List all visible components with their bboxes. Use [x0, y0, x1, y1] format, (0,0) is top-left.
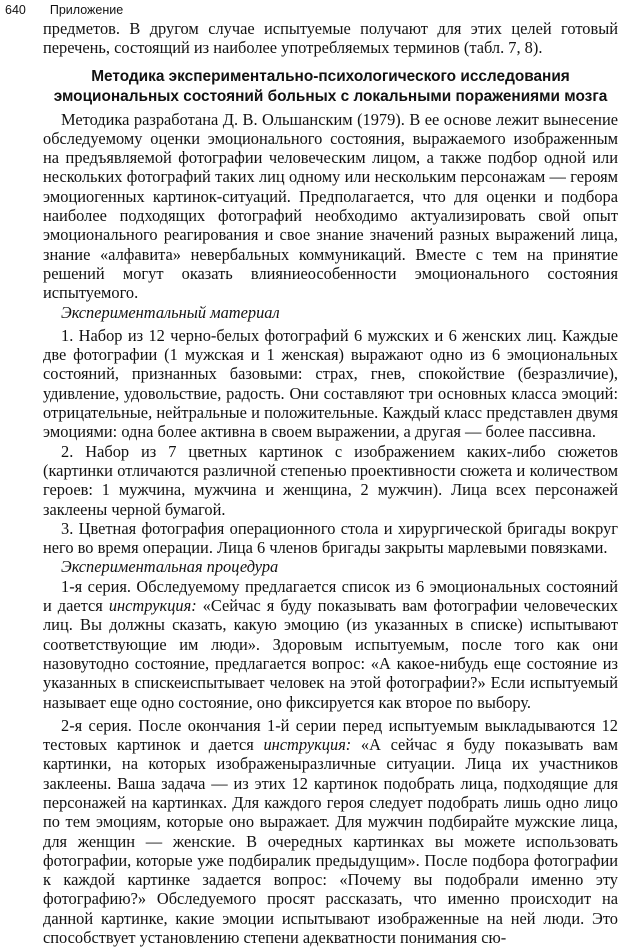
section-title-line1: Методика экспериментально-психологического исследования	[91, 67, 570, 85]
section-title	[43, 67, 618, 107]
series-2-paragraph	[43, 716, 618, 947]
series-1-instruction-label: инструкция:	[108, 596, 197, 616]
material-heading: Экспериментальный материал	[61, 302, 280, 322]
material-item-2: 2. Набор из 7 цветных картинок с изображением каких-либо сюжетов (картинки отличаются различной степенью проективности сюжета и количеством героев: 1 мужчина, мужчина и женщина, 2 мужчин). Лица всех персонажей заклеены черной бумагой.	[43, 441, 618, 519]
method-paragraph: Методика разработана Д. В. Ольшанским (1979). В ее основе лежит вынесение обследуемому оценки эмоционального состояния, выражаемого изображенным на предъявляемой фотографии человеческим лицом, а также подбор одной или нескольких фотографий таких лиц одному или нескольким персонажам — героям эмоциогенных картинок-ситуаций. Предполагается, что для оценки и подбора наиболее подходящих фотографий необходимо актуализировать свой опыт эмоционального реагирования и свое знание значений разных выражений лица, знание «алфавита» невербальных коммуникаций. Вместе с тем на принятие решений могут оказать влияниеособенности эмоционального состояния испытуемого.	[43, 109, 618, 303]
series-2-text-end: «А сейчас я буду показывать вам картинки, на которых изображеныразличные ситуации. Лица их участников заклеены. Ваша задача — из этих 12 картинок подобрать лица, подходящие для персонажей на картинках. Для каждого героя следует подобрать лишь одно лицо по тем эмоциям, которые оно выражает. Для мужчин подбирайте мужские лица, для женщин — женские. В очередных картинках вы можете использовать фотографии, которые уже подбиралик предыдущим». После подбора фотографии к каждой картинке задается вопрос: «Почему вы подобрали именно эту фотографию?» Обследуемого просят рассказать, что именно происходит на данной картинке, какие эмоции испытывают изображенные на ней люди. Это способствует установлению степени адекватности понимания сю-	[43, 735, 618, 947]
running-title: Приложение	[49, 3, 124, 17]
page-content	[43, 19, 618, 947]
running-head	[5, 1, 123, 19]
series-2-text-start: 2-я серия. После окончания 1-й серии перед испытуемым выкладываются 12 тестовых картинок и дается	[43, 715, 618, 755]
material-item-1: 1. Набор из 12 черно-белых фотографий 6 мужских и 6 женских лиц. Каждые две фотографии (1 мужская и 1 женская) выражают одно из 6 эмоциональных состояний, признанных базовыми: страх, гнев, спокойствие (безразличие), удивление, удовольствие, радость. Они составляют три основных класса эмоций: отрицательные, нейтральные и положительные. Каждый класс представлен двумя эмоциями: одна более активна в своем выражении, а другая — более пассивна.	[43, 325, 618, 442]
procedure-heading: Экспериментальная процедура	[61, 557, 279, 577]
series-2-instruction-label: инструкция:	[263, 735, 352, 755]
section-title-line2: эмоциональных состояний больных с локальными поражениями мозга	[53, 87, 608, 105]
page-number: 640	[5, 3, 26, 17]
series-1-text-start: 1-я серия. Обследуемому предлагается список из 6 эмоциональных состояний и дается	[43, 576, 618, 616]
series-1-paragraph	[43, 577, 618, 712]
series-1-text-end: «Сейчас я буду показывать вам фотографии человеческих лиц. Вы должны сказать, какую эмоцию (из указанных в списке) испытывают соответствующие им люди». Здоровым испытуемым, после того как они назовутодно состояние, предлагается вопрос: «А какое-нибудь еще состояние из указанных в спискеиспытывает человек на этой фотографии?» Если испытуемый называет еще одно состояние, оно фиксируется как второе по выбору.	[43, 596, 618, 712]
material-item-3: 3. Цветная фотография операционного стола и хирургической бригады вокруг него во время операции. Лица 6 членов бригады закрыты марлевыми повязками.	[43, 518, 618, 558]
intro-paragraph: предметов. В другом случае испытуемые получают для этих целей готовый перечень, состоящий из наиболее употребляемых терминов (табл. 7, 8).	[43, 19, 618, 58]
